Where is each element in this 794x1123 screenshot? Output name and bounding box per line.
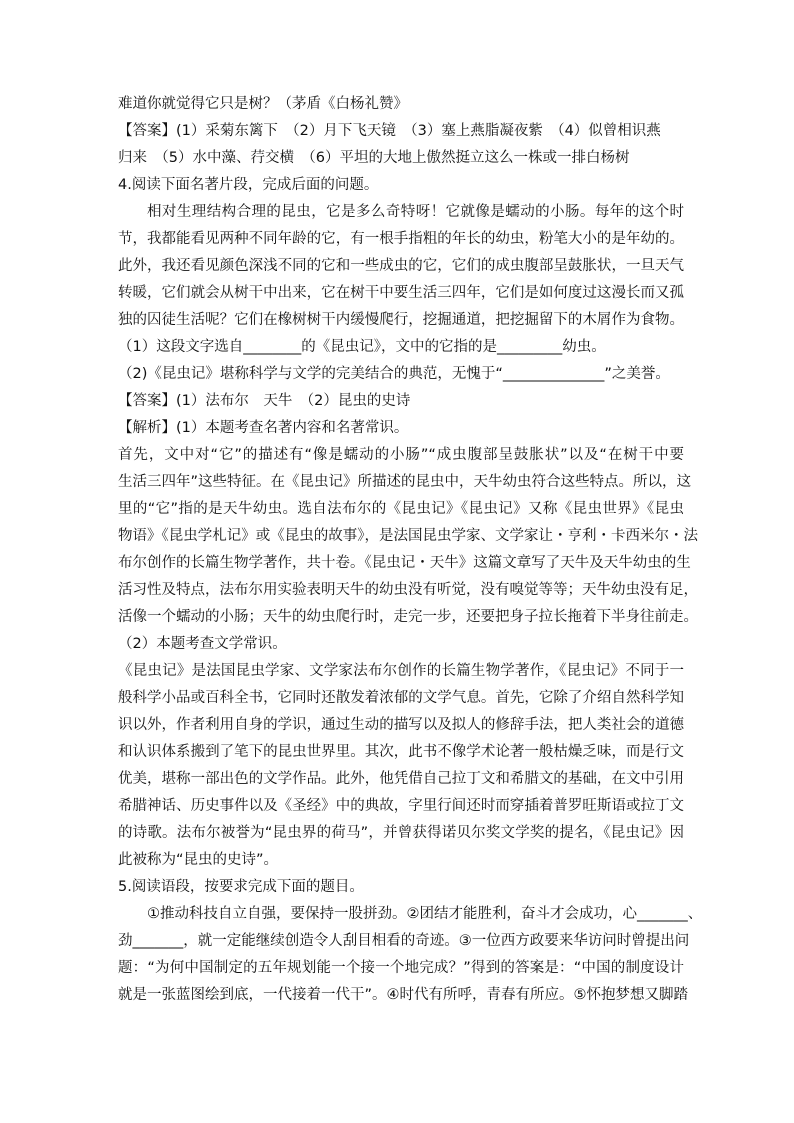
question-4-title: 4.阅读下面名著片段，完成后面的问题。 [118, 177, 379, 193]
answer-line-2: 归来 （5）水中藻、荇交横 （6）平坦的大地上傲然挺立这么一株或一排白杨树 [118, 150, 630, 166]
answer-4: 【答案】(1）法布尔 天牛 （2）昆虫的史诗 [118, 393, 411, 409]
q5-passage-line-2: 劲_______，就一定能继续创造令人刮目相看的奇迹。③一位西方政要来华访问时曾提出问 [118, 933, 690, 949]
analysis-line-5: 布尔创作的长篇生物学著作，共十卷。《昆虫记・天牛》这篇文章写了天牛及天牛幼虫的生 [118, 555, 691, 571]
q5-passage-line-3: 题：“为何中国制定的五年规划能一个接一个地完成？”得到的答案是：“中国的制度设计 [118, 960, 684, 976]
question-4-2: （2)《昆虫记》堪称科学与文学的完美结合的典范，无愧于“______________”之美誉。 [118, 366, 670, 382]
question-4-1: （1）这段文字选自________的《昆虫记》，文中的它指的是_________幼虫。 [118, 339, 606, 355]
passage-line-3: 此外，我还看见颜色深浅不同的它和一些成虫的它，它们的成虫腹部呈鼓胀状，一旦天气 [118, 258, 684, 274]
q5-passage-line-1: ①推动科技自立自强，要保持一股拼劲。②团结才能胜利，奋斗才会成功，心_______、 [147, 906, 703, 922]
analysis-4-1-title: 【解析】(1）本题考查名著内容和名著常识。 [118, 420, 409, 436]
analysis-line-2: 生活三四年”这些特征。在《昆虫记》所描述的昆虫中，天牛幼虫符合这些特点。所以，这 [118, 474, 692, 490]
analysis-line-6: 活习性及特点，法布尔用实验表明天牛的幼虫没有听觉，没有嗅觉等等；天牛幼虫没有足， [118, 582, 698, 598]
document-page [118, 91, 703, 1009]
analysis-line-9: 般科学小品或百科全书，它同时还散发着浓郁的文学气息。首先，它除了介绍自然科学知 [118, 690, 684, 706]
analysis-line-10: 识以外，作者利用自身的学识，通过生动的描写以及拟人的修辞手法，把人类社会的道德 [118, 717, 684, 733]
passage-line-2: 节，我都能看见两种不同年龄的它，有一根手指粗的年长的幼虫，粉笔大小的是年幼的。 [118, 231, 684, 247]
q5-passage-line-4: 就是一张蓝图绘到底，一代接着一代干”。④时代有所呼，青春有所应。⑤怀抱梦想又脚踏 [118, 987, 689, 1003]
answer-line-1: 【答案】(1）采菊东篱下 （2）月下飞天镜 （3）塞上燕脂凝夜紫 （4）似曾相识燕 [118, 123, 661, 139]
analysis-line-15: 此被称为“昆虫的史诗”。 [118, 852, 279, 868]
analysis-line-7: 活像一个蠕动的小肠；天牛的幼虫爬行时，走完一步，还要把身子拉长拖着下半身往前走。 [118, 609, 698, 625]
text-line-1: 难道你就觉得它只是树？（茅盾《白杨礼赞》 [118, 96, 408, 112]
passage-line-1: 相对生理结构合理的昆虫，它是多么奇特呀！它就像是蠕动的小肠。每年的这个时 [147, 204, 684, 220]
analysis-4-2-title: （2）本题考查文学常识。 [118, 636, 287, 652]
passage-line-4: 转暖，它们就会从树干中出来，它在树干中要生活三四年，它们是如何度过这漫长而又孤 [118, 285, 684, 301]
analysis-line-3: 里的“它”指的是天牛幼虫。选自法布尔的《昆虫记》《昆虫记》又称《昆虫世界》《昆虫 [118, 501, 684, 517]
analysis-line-4: 物语》《昆虫学札记》或《昆虫的故事》，是法国昆虫学家、文学家让・亨利・卡西米尔・法 [118, 528, 698, 544]
passage-line-5: 独的囚徒生活呢？它们在橡树树干内缓慢爬行，挖掘通道，把挖掘留下的木屑作为食物。 [118, 312, 684, 328]
analysis-line-14: 的诗歌。法布尔被誉为“昆虫界的荷马”，并曾获得诺贝尔奖文学奖的提名，《昆虫记》因 [118, 825, 684, 841]
analysis-line-12: 优美，堪称一部出色的文学作品。此外，他凭借自己拉丁文和希腊文的基础，在文中引用 [118, 771, 684, 787]
analysis-line-8: 《昆虫记》是法国昆虫学家、文学家法布尔创作的长篇生物学著作，《昆虫记》不同于一 [118, 663, 684, 679]
analysis-line-11: 和认识体系搬到了笔下的昆虫世界里。其次，此书不像学术论著一般枯燥乏味，而是行文 [118, 744, 684, 760]
analysis-line-1: 首先，文中对“它”的描述有“像是蠕动的小肠”“成虫腹部呈鼓胀状”以及“在树干中要 [118, 447, 684, 463]
question-5-title: 5.阅读语段，按要求完成下面的题目。 [118, 879, 364, 895]
analysis-line-13: 希腊神话、历史事件以及《圣经》中的典故，字里行间还时而穿插着普罗旺斯语或拉丁文 [118, 798, 684, 814]
